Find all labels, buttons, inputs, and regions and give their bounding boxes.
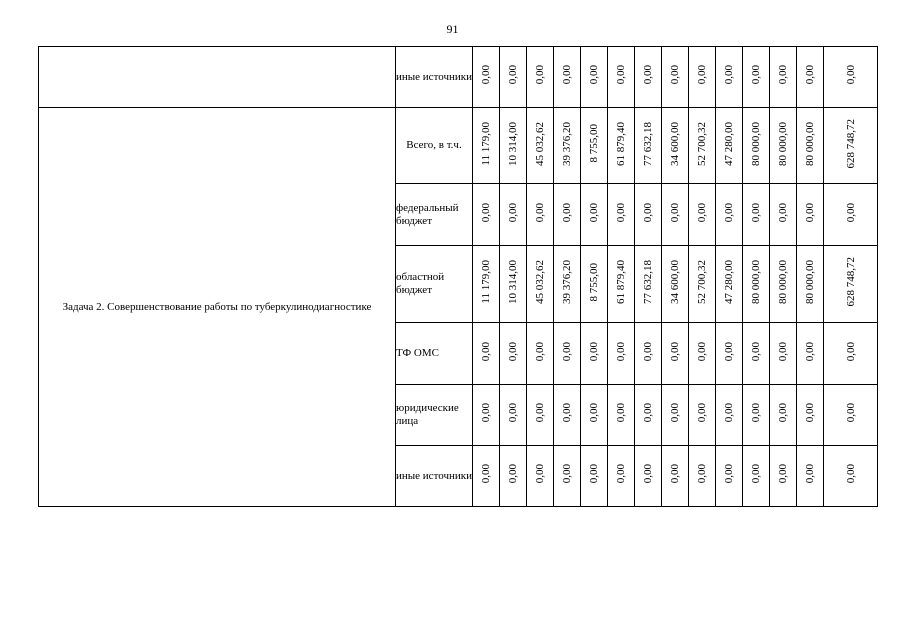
year-value-cell xyxy=(500,246,527,323)
value-text: 0,00 xyxy=(804,341,816,362)
total-value-cell xyxy=(824,246,878,323)
year-value-cell xyxy=(581,184,608,246)
value-text: 0,00 xyxy=(588,403,600,423)
year-value-cell xyxy=(554,246,581,323)
year-value-cell xyxy=(743,108,770,184)
year-value-cell xyxy=(797,446,824,507)
value-text: 77 632,18 xyxy=(642,260,654,304)
value-text: 0,00 xyxy=(669,341,681,362)
value-text: 0,00 xyxy=(480,65,492,85)
year-value-cell xyxy=(608,385,635,446)
page-number: 91 xyxy=(446,22,459,36)
value-text: 0,00 xyxy=(696,65,708,85)
year-value-cell xyxy=(581,323,608,385)
value-text: 0,00 xyxy=(723,202,735,223)
value-text: 0,00 xyxy=(844,464,857,484)
value-text: 0,00 xyxy=(480,464,492,484)
year-value-cell xyxy=(473,323,500,385)
value-text: 0,00 xyxy=(507,341,519,362)
value-text: 39 376,20 xyxy=(561,121,573,166)
value-text: 628 748,72 xyxy=(844,257,857,307)
year-value-cell xyxy=(716,108,743,184)
year-value-cell xyxy=(662,385,689,446)
year-value-cell xyxy=(716,385,743,446)
value-text: 0,00 xyxy=(750,464,762,484)
year-value-cell xyxy=(689,323,716,385)
year-value-cell xyxy=(716,246,743,323)
year-value-cell xyxy=(527,184,554,246)
value-text: 0,00 xyxy=(804,403,816,423)
year-value-cell xyxy=(689,246,716,323)
funding-source-label: иные источники xyxy=(396,47,473,108)
year-value-cell xyxy=(689,108,716,184)
value-text: 0,00 xyxy=(615,464,627,484)
year-value-cell xyxy=(554,47,581,108)
value-text: 0,00 xyxy=(669,65,681,85)
total-value-cell xyxy=(824,108,878,184)
value-text: 0,00 xyxy=(534,341,546,362)
value-text: 0,00 xyxy=(844,403,857,423)
value-text: 77 632,18 xyxy=(642,121,654,166)
year-value-cell xyxy=(581,446,608,507)
year-value-cell xyxy=(662,246,689,323)
year-value-cell xyxy=(473,47,500,108)
year-value-cell xyxy=(608,108,635,184)
value-text: 0,00 xyxy=(615,403,627,423)
year-value-cell xyxy=(527,47,554,108)
year-value-cell xyxy=(581,108,608,184)
year-value-cell xyxy=(797,385,824,446)
value-text: 0,00 xyxy=(696,403,708,423)
year-value-cell xyxy=(770,246,797,323)
year-value-cell xyxy=(770,446,797,507)
year-value-cell xyxy=(662,323,689,385)
year-value-cell xyxy=(581,47,608,108)
year-value-cell xyxy=(500,108,527,184)
value-text: 0,00 xyxy=(588,341,600,362)
year-value-cell xyxy=(635,108,662,184)
value-text: 61 879,40 xyxy=(615,121,627,166)
table-row xyxy=(39,108,878,184)
value-text: 0,00 xyxy=(750,202,762,223)
value-text: 0,00 xyxy=(750,403,762,423)
year-value-cell xyxy=(527,385,554,446)
value-text: 628 748,72 xyxy=(844,118,857,169)
value-text: 47 280,00 xyxy=(723,121,735,166)
value-text: 11 179,00 xyxy=(480,121,492,166)
year-value-cell xyxy=(608,446,635,507)
value-text: 0,00 xyxy=(588,202,600,223)
year-value-cell xyxy=(554,323,581,385)
value-text: 0,00 xyxy=(669,202,681,223)
value-text: 0,00 xyxy=(534,464,546,484)
year-value-cell xyxy=(797,246,824,323)
value-text: 61 879,40 xyxy=(615,260,627,304)
funding-source-label: иные источники xyxy=(396,446,473,507)
year-value-cell xyxy=(500,184,527,246)
value-text: 0,00 xyxy=(480,202,492,223)
value-text: 0,00 xyxy=(642,65,654,85)
total-value-cell xyxy=(824,184,878,246)
value-text: 0,00 xyxy=(844,341,857,362)
year-value-cell xyxy=(716,446,743,507)
year-value-cell xyxy=(716,47,743,108)
year-value-cell xyxy=(635,246,662,323)
funding-table xyxy=(38,46,878,507)
value-text: 0,00 xyxy=(777,464,789,484)
value-text: 0,00 xyxy=(723,65,735,85)
year-value-cell xyxy=(635,323,662,385)
year-value-cell xyxy=(635,385,662,446)
funding-source-label: юридические лица xyxy=(396,385,473,446)
year-value-cell xyxy=(662,184,689,246)
year-value-cell xyxy=(554,446,581,507)
year-value-cell xyxy=(797,47,824,108)
total-value-cell xyxy=(824,446,878,507)
year-value-cell xyxy=(689,47,716,108)
value-text: 0,00 xyxy=(507,65,519,85)
year-value-cell xyxy=(500,323,527,385)
value-text: 0,00 xyxy=(561,403,573,423)
value-text: 10 314,00 xyxy=(507,260,519,304)
value-text: 0,00 xyxy=(642,341,654,362)
value-text: 80 000,00 xyxy=(777,260,789,304)
value-text: 0,00 xyxy=(804,202,816,223)
value-text: 0,00 xyxy=(534,65,546,85)
funding-source-label: Всего, в т.ч. xyxy=(396,108,473,184)
value-text: 34 600,00 xyxy=(669,121,681,166)
year-value-cell xyxy=(608,246,635,323)
year-value-cell xyxy=(500,446,527,507)
funding-source-label: федеральный бюджет xyxy=(396,184,473,246)
funding-source-label: ТФ ОМС xyxy=(396,323,473,385)
year-value-cell xyxy=(689,385,716,446)
value-text: 0,00 xyxy=(588,65,600,85)
year-value-cell xyxy=(635,446,662,507)
value-text: 0,00 xyxy=(804,65,816,85)
value-text: 0,00 xyxy=(615,341,627,362)
year-value-cell xyxy=(635,184,662,246)
year-value-cell xyxy=(797,184,824,246)
value-text: 0,00 xyxy=(480,341,492,362)
value-text: 47 280,00 xyxy=(723,260,735,304)
year-value-cell xyxy=(581,246,608,323)
year-value-cell xyxy=(743,246,770,323)
value-text: 0,00 xyxy=(696,341,708,362)
value-text: 80 000,00 xyxy=(750,260,762,304)
value-text: 0,00 xyxy=(561,464,573,484)
value-text: 0,00 xyxy=(750,341,762,362)
value-text: 0,00 xyxy=(561,341,573,362)
year-value-cell xyxy=(500,47,527,108)
value-text: 39 376,20 xyxy=(561,260,573,304)
year-value-cell xyxy=(662,47,689,108)
total-value-cell xyxy=(824,323,878,385)
value-text: 0,00 xyxy=(669,464,681,484)
value-text: 0,00 xyxy=(480,403,492,423)
year-value-cell xyxy=(473,184,500,246)
value-text: 80 000,00 xyxy=(804,121,816,166)
value-text: 0,00 xyxy=(507,464,519,484)
year-value-cell xyxy=(797,323,824,385)
value-text: 0,00 xyxy=(642,464,654,484)
year-value-cell xyxy=(743,47,770,108)
year-value-cell xyxy=(770,47,797,108)
table-row xyxy=(39,47,878,108)
year-value-cell xyxy=(770,108,797,184)
year-value-cell xyxy=(581,385,608,446)
year-value-cell xyxy=(662,108,689,184)
value-text: 0,00 xyxy=(534,403,546,423)
value-text: 0,00 xyxy=(723,464,735,484)
year-value-cell xyxy=(689,184,716,246)
value-text: 45 032,62 xyxy=(534,121,546,166)
value-text: 0,00 xyxy=(507,202,519,223)
year-value-cell xyxy=(608,323,635,385)
value-text: 0,00 xyxy=(642,403,654,423)
year-value-cell xyxy=(527,108,554,184)
year-value-cell xyxy=(662,446,689,507)
value-text: 0,00 xyxy=(561,65,573,85)
value-text: 0,00 xyxy=(534,202,546,223)
value-text: 80 000,00 xyxy=(750,121,762,166)
year-value-cell xyxy=(473,108,500,184)
value-text: 8 755,00 xyxy=(588,124,600,163)
value-text: 52 700,32 xyxy=(696,121,708,166)
year-value-cell xyxy=(527,446,554,507)
year-value-cell xyxy=(527,323,554,385)
value-text: 0,00 xyxy=(777,341,789,362)
year-value-cell xyxy=(527,246,554,323)
value-text: 10 314,00 xyxy=(507,121,519,166)
value-text: 80 000,00 xyxy=(777,121,789,166)
year-value-cell xyxy=(743,184,770,246)
year-value-cell xyxy=(716,184,743,246)
value-text: 0,00 xyxy=(723,341,735,362)
value-text: 0,00 xyxy=(642,202,654,223)
year-value-cell xyxy=(743,385,770,446)
value-text: 0,00 xyxy=(777,65,789,85)
year-value-cell xyxy=(500,385,527,446)
value-text: 0,00 xyxy=(844,65,857,85)
empty-task-cell xyxy=(39,47,396,108)
value-text: 0,00 xyxy=(615,65,627,85)
value-text: 52 700,32 xyxy=(696,260,708,304)
value-text: 45 032,62 xyxy=(534,260,546,304)
value-text: 0,00 xyxy=(777,202,789,223)
year-value-cell xyxy=(635,47,662,108)
year-value-cell xyxy=(770,323,797,385)
year-value-cell xyxy=(770,385,797,446)
year-value-cell xyxy=(743,446,770,507)
value-text: 11 179,00 xyxy=(480,260,492,304)
year-value-cell xyxy=(473,385,500,446)
total-value-cell xyxy=(824,385,878,446)
value-text: 0,00 xyxy=(844,202,857,223)
value-text: 80 000,00 xyxy=(804,260,816,304)
value-text: 0,00 xyxy=(696,464,708,484)
value-text: 0,00 xyxy=(777,403,789,423)
year-value-cell xyxy=(608,47,635,108)
year-value-cell xyxy=(716,323,743,385)
value-text: 0,00 xyxy=(723,403,735,423)
task-title: Задача 2. Совершенствование работы по туберкулинодиагностике xyxy=(39,108,396,507)
value-text: 0,00 xyxy=(696,202,708,223)
year-value-cell xyxy=(797,108,824,184)
value-text: 0,00 xyxy=(588,464,600,484)
year-value-cell xyxy=(473,246,500,323)
year-value-cell xyxy=(743,323,770,385)
year-value-cell xyxy=(473,446,500,507)
value-text: 34 600,00 xyxy=(669,260,681,304)
value-text: 0,00 xyxy=(750,65,762,85)
value-text: 8 755,00 xyxy=(588,262,600,302)
total-value-cell xyxy=(824,47,878,108)
value-text: 0,00 xyxy=(804,464,816,484)
value-text: 0,00 xyxy=(507,403,519,423)
value-text: 0,00 xyxy=(615,202,627,223)
value-text: 0,00 xyxy=(669,403,681,423)
year-value-cell xyxy=(554,385,581,446)
funding-source-label: областной бюджет xyxy=(396,246,473,323)
year-value-cell xyxy=(689,446,716,507)
value-text: 0,00 xyxy=(561,202,573,223)
year-value-cell xyxy=(554,108,581,184)
year-value-cell xyxy=(554,184,581,246)
year-value-cell xyxy=(608,184,635,246)
year-value-cell xyxy=(770,184,797,246)
